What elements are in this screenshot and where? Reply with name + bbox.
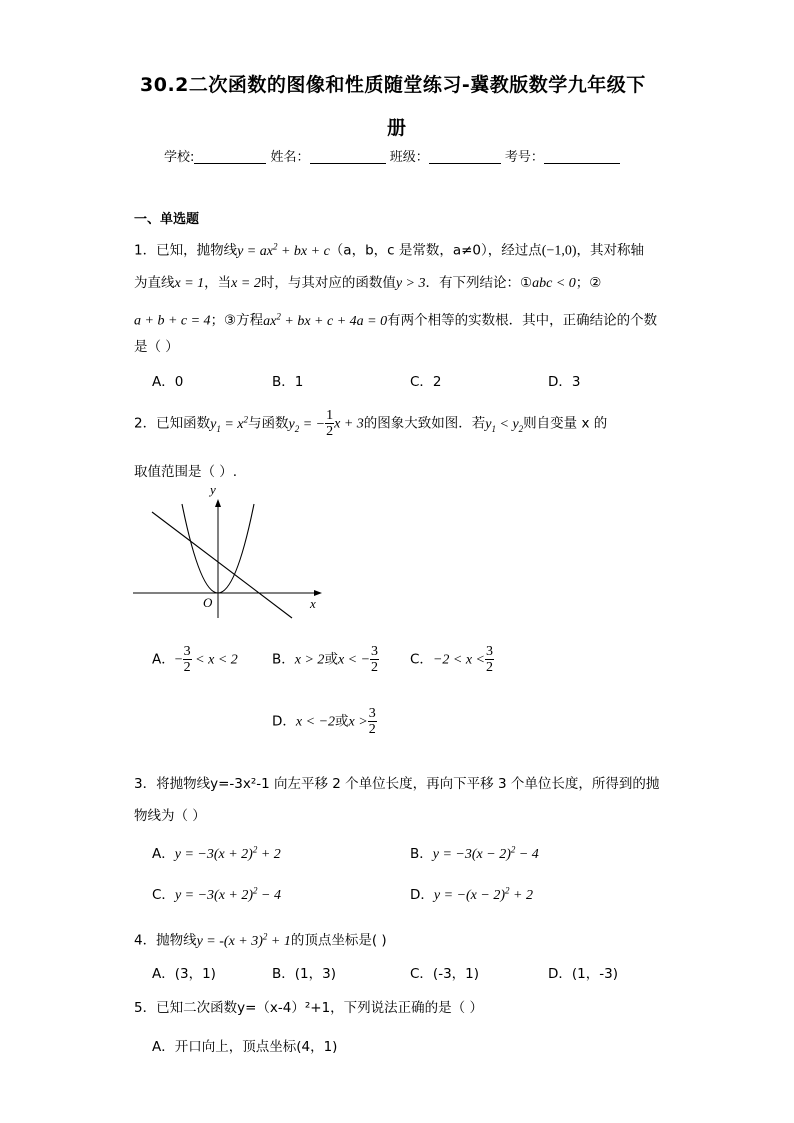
- q4-option-c[interactable]: C．(-3，1): [410, 966, 480, 982]
- q2-option-d[interactable]: D．x < −2或x > $\frac{3}{2}$: [272, 706, 376, 737]
- x-axis-label: x: [310, 596, 316, 611]
- exam-no-label: 考号：: [504, 150, 544, 165]
- q2-option-c[interactable]: C．−2 < x < $\frac{3}{2}$: [410, 644, 493, 675]
- q1-ygt3: y > 3: [395, 276, 426, 291]
- name-field[interactable]: [310, 149, 386, 164]
- q1-line4: 是（ ）: [134, 339, 179, 355]
- q3-line2: 物线为（ ）: [134, 808, 206, 824]
- name-label: 姓名：: [270, 150, 310, 165]
- q4-formula: $y = -(x + 3)^2 + 1$: [196, 931, 291, 949]
- q3-line1: 3．将抛物线y=-3x²-1 向左平移 2 个单位长度，再向下平移 3 个单位长度，所得到的抛: [134, 776, 660, 792]
- q4-text: 的顶点坐标是( ): [290, 932, 387, 949]
- q2-option-c-label: C．: [410, 651, 433, 668]
- section-heading: 一、单选题: [134, 212, 200, 227]
- q1-point: (−1,0): [541, 243, 577, 259]
- q1-line2: [134, 273, 601, 294]
- q5-line1: 5．已知二次函数y=（x-4）²+1，下列说法正确的是（ ）: [134, 1000, 483, 1016]
- q4-text: 4．抛物线: [134, 932, 197, 949]
- q2-option-a-label: A．: [152, 651, 175, 668]
- or-text: 或: [335, 713, 349, 730]
- q2-y2-rest: x + 3: [334, 416, 364, 432]
- y-axis-arrow: [215, 499, 221, 507]
- q2-line2: 取值范围是（ ）.: [134, 464, 238, 480]
- q2-option-b[interactable]: B．x > 2或x < − $\frac{3}{2}$: [272, 644, 379, 675]
- q2-text: 的图象大致如图．若: [363, 415, 486, 432]
- q1-text: 有两个相等的实数根．其中，正确结论的个数: [387, 312, 658, 329]
- q3-option-b[interactable]: B．$y = -3(x - 2)^2 - 4$: [410, 844, 539, 862]
- origin-label: O: [203, 595, 213, 610]
- q1-text: 1．已知，抛物线: [134, 242, 238, 259]
- q2-text: 则自变量 x 的: [523, 415, 608, 432]
- q2-option-d-label: D．: [272, 713, 296, 730]
- q2-text: 2．已知函数: [134, 415, 211, 432]
- page-title-line1: 30.2二次函数的图像和性质随堂练习-冀教版数学九年级下: [140, 74, 646, 96]
- q4-option-b[interactable]: B．(1，3): [272, 966, 336, 982]
- q2-condition: $y_1 < y_2$: [485, 416, 524, 434]
- q1-formula: $y = ax^2$ + bx + c: [237, 241, 330, 259]
- q1-text: ，当: [204, 275, 232, 291]
- q1-text: 时，与其对应的函数值: [260, 275, 396, 291]
- q1-line3: [134, 306, 657, 332]
- q1-text: ；②: [575, 275, 602, 291]
- q1-text: 为直线: [134, 275, 175, 291]
- q3-option-a[interactable]: A．$y = -3(x + 2)^2 + 2$: [152, 844, 281, 862]
- q1-option-c[interactable]: C．2: [410, 374, 442, 390]
- q1-option-b[interactable]: B．1: [272, 374, 304, 390]
- q1-x2: x = 2: [231, 276, 261, 291]
- school-label: 学校:: [164, 150, 195, 165]
- q3-option-b-label: B．: [410, 846, 433, 862]
- q2-option-b-label: B．: [272, 651, 295, 668]
- class-field[interactable]: [429, 149, 501, 164]
- q2-fraction: $\frac{1}{2}$: [326, 408, 334, 439]
- q2-line1: [134, 408, 607, 439]
- or-text: 或: [324, 651, 338, 668]
- q2-y2: $y_2$ = −: [288, 416, 326, 434]
- q1-text: （a，b，c 是常数，a≠0），经过点: [329, 242, 542, 259]
- q1-option-d[interactable]: D．3: [548, 374, 581, 390]
- y-axis-label: y: [210, 482, 216, 497]
- page-title-line2: 册: [387, 117, 407, 139]
- school-field[interactable]: [194, 149, 266, 164]
- q2-y1: $y_1 = x^2$: [210, 413, 248, 434]
- q4-option-a[interactable]: A．(3，1): [152, 966, 216, 982]
- q2-option-a[interactable]: A．− $\frac{3}{2}$ < x < 2: [152, 644, 238, 675]
- q1-option-a[interactable]: A．0: [152, 374, 184, 390]
- q4-option-d[interactable]: D．(1，-3): [548, 966, 618, 982]
- q1-line1: [134, 236, 644, 262]
- q1-axis: x = 1: [174, 276, 205, 291]
- exam-no-field[interactable]: [544, 149, 620, 164]
- q1-text: ．有下列结论：①: [425, 275, 533, 291]
- q5-option-a[interactable]: A．开口向上，顶点坐标(4，1): [152, 1039, 338, 1055]
- line-graph: [152, 512, 292, 618]
- q1-abc: abc < 0: [532, 276, 576, 291]
- q2-text: 与函数: [247, 415, 289, 432]
- q3-option-d-label: D．: [410, 887, 434, 903]
- q4-line1: [134, 926, 387, 952]
- q1-equation: $ax^2$ + bx + c + 4a = 0: [263, 311, 388, 329]
- q3-option-a-label: A．: [152, 846, 175, 862]
- q3-option-c[interactable]: C．$y = -3(x + 2)^2 - 4$: [152, 885, 281, 903]
- q3-option-d[interactable]: D．$y = -(x - 2)^2 + 2$: [410, 885, 533, 903]
- q2-graph: [130, 482, 330, 620]
- student-info-row: [164, 146, 620, 165]
- q1-text: ，其对称轴: [576, 242, 645, 259]
- q3-option-c-label: C．: [152, 887, 175, 903]
- q1-text: ；③方程: [210, 312, 264, 329]
- q1-sum: a + b + c = 4: [134, 313, 211, 329]
- class-label: 班级：: [389, 150, 429, 165]
